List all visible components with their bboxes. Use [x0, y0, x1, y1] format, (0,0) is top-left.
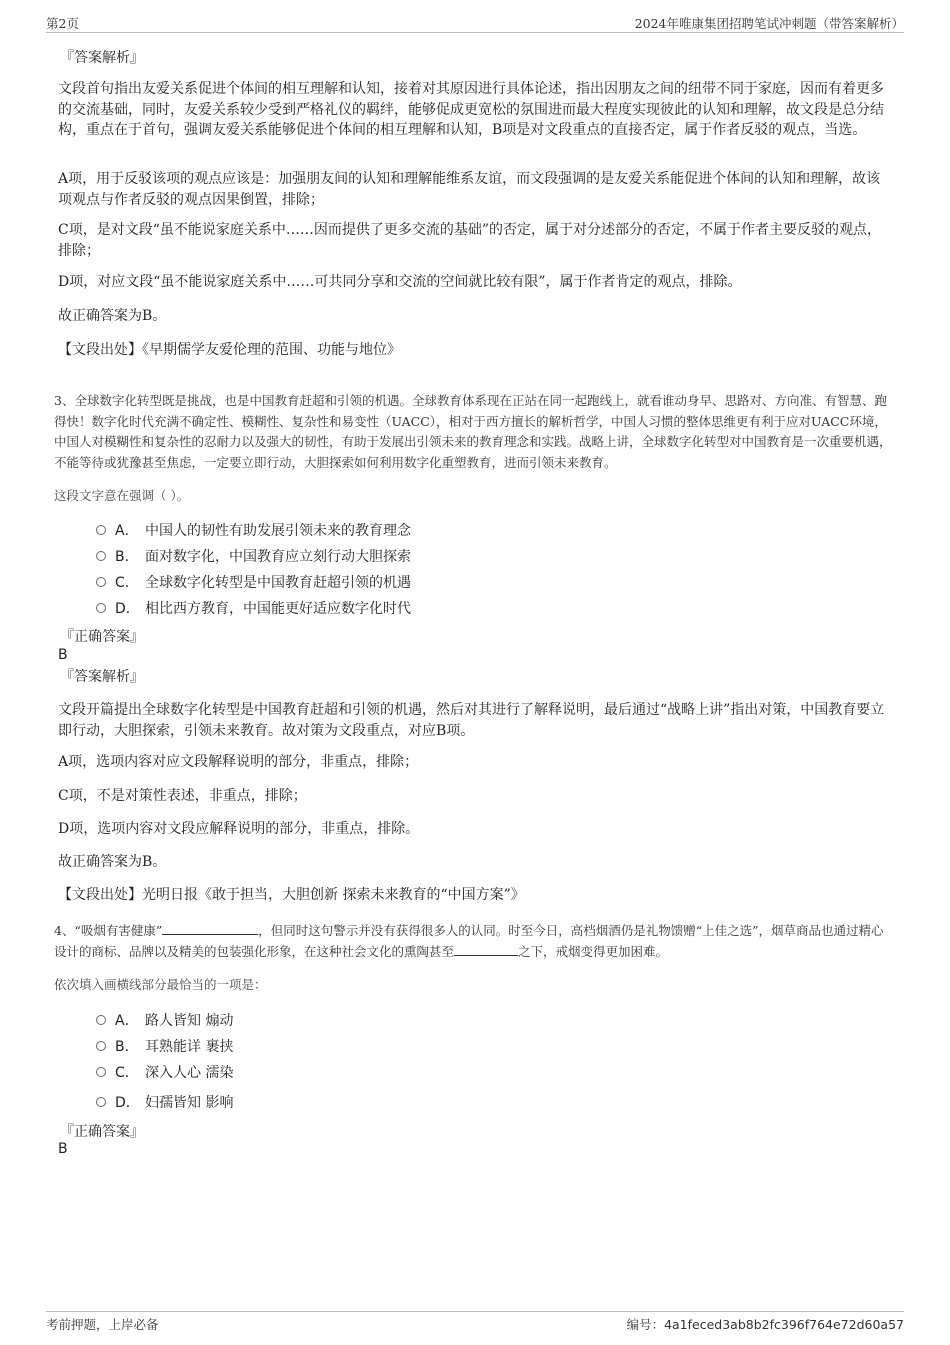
option-letter: D．	[115, 1095, 140, 1111]
option-letter: D．	[115, 601, 140, 617]
q2-conclusion: 故正确答案为B。	[58, 308, 167, 324]
q4-stem-part-3: 之下，戒烟变得更加困难。	[518, 943, 669, 959]
q4-stem-part-1: 4、“吸烟有害健康”	[54, 923, 163, 938]
q3-prompt: 这段文字意在强调（ ）。	[54, 488, 190, 503]
option-text: 耳熟能详 裹挟	[145, 1039, 234, 1055]
q3-analysis-option-a: A项，选项内容对应文段解释说明的部分，非重点，排除；	[58, 754, 419, 770]
radio-button[interactable]	[96, 1041, 106, 1051]
q2-analysis-option-c: C项，是对文段“虽不能说家庭关系中……因而提供了更多交流的基础”的否定，属于对分述部分的否定，不属于作者主要反驳的观点，排除；	[58, 222, 882, 259]
page-number: 第2页	[46, 16, 79, 31]
radio-button[interactable]	[96, 1015, 106, 1025]
option-letter: C．	[115, 1065, 139, 1081]
document-code: 编号：4a1feced3ab8b2fc396f764e72d60a57	[626, 1317, 904, 1332]
q3-stem: 3、全球数字化转型既是挑战，也是中国教育赶超和引领的机遇。全球教育体系现在正站在同一起跑线上，就看谁动身早、思路对、方向准、有智慧、跑得快！数字化时代充满不确定性、模糊性、复杂性和易变性（UACC），相对于西方擅长的解析哲学，中国人习惯的整体思维更有利于应对UACC环境，中国人对模糊性和复杂性的忍耐力以及强大的韧性，有助于发展出引领未来的教育理念和实践。战略上讲，全球数字化转型对中国教育是一次重要机遇，不能等待或犹豫甚至焦虑，一定要立即行动，大胆探索如何利用数字化重塑教育，进而引领未来教育。	[54, 393, 892, 470]
fill-blank-1	[162, 922, 258, 935]
q2-source: 【文段出处】《早期儒学友爱伦理的范围、功能与地位》	[58, 342, 401, 358]
radio-button[interactable]	[96, 551, 106, 561]
option-letter: B．	[115, 1039, 139, 1055]
q3-analysis-option-c: C项，不是对策性表述，非重点，排除；	[58, 788, 307, 804]
q4-option-b[interactable]	[96, 1037, 233, 1057]
radio-button[interactable]	[96, 577, 106, 587]
footer-divider	[46, 1311, 904, 1312]
q4-option-a[interactable]	[96, 1011, 233, 1031]
q2-analysis-option-a: A项，用于反驳该项的观点应该是：加强朋友间的认知和理解能维系友谊，而文段强调的是友爱关系能促进个体间的认知和理解，故该项观点与作者反驳的观点因果倒置，排除；	[58, 171, 881, 208]
q3-correct-label: 『正确答案』	[60, 629, 144, 645]
q3-option-d[interactable]	[96, 599, 411, 619]
fill-blank-2	[454, 943, 518, 956]
q4-stem	[54, 921, 896, 962]
q4-option-c[interactable]	[96, 1063, 233, 1083]
q4-correct-answer: B	[58, 1141, 68, 1157]
header-divider	[46, 32, 904, 33]
q3-option-a[interactable]	[96, 521, 411, 541]
document-title: 2024年唯康集团招聘笔试冲刺题（带答案解析）	[634, 16, 904, 31]
radio-button[interactable]	[96, 603, 106, 613]
q3-conclusion: 故正确答案为B。	[58, 854, 167, 870]
q3-correct-answer: B	[58, 647, 68, 663]
radio-button[interactable]	[96, 1067, 106, 1077]
radio-button[interactable]	[96, 1097, 106, 1107]
page-header	[46, 14, 904, 32]
option-text: 路人皆知 煽动	[145, 1013, 234, 1029]
q3-source: 【文段出处】光明日报《敢于担当，大胆创新 探索未来教育的“中国方案”》	[58, 887, 525, 903]
q3-analysis-paragraph: 文段开篇提出全球数字化转型是中国教育赶超和引领的机遇，然后对其进行了解释说明，最后通过“战略上讲”指出对策，中国教育要立即行动，大胆探索，引领未来教育。故对策为文段重点，对应B项。	[58, 702, 885, 739]
option-letter: C．	[115, 575, 139, 591]
option-text: 深入人心 濡染	[145, 1065, 234, 1081]
option-text: 面对数字化，中国教育应立刻行动大胆探索	[145, 549, 411, 565]
q4-correct-label: 『正确答案』	[60, 1124, 144, 1140]
option-letter: A．	[115, 1013, 139, 1029]
option-letter: A．	[115, 523, 139, 539]
option-text: 相比西方教育，中国能更好适应数字化时代	[145, 601, 411, 617]
q4-stem-part-2: ，但同时这句警示并没有获得很多人的认同。时至今日，高档烟酒仍是礼物馈赠“上佳之选”，烟草商品也通过精心设计的商标、品牌以及精美的包装强化形象，在这种社会文化的熏陶甚至	[54, 923, 884, 959]
footer-slogan: 考前押题，上岸必备	[46, 1317, 159, 1332]
option-text: 全球数字化转型是中国教育赶超引领的机遇	[145, 575, 411, 591]
q2-analysis-label: 『答案解析』	[60, 50, 144, 66]
q2-analysis-option-d: D项，对应文段“虽不能说家庭关系中……可共同分享和交流的空间就比较有限”，属于作者肯定的观点，排除。	[58, 274, 742, 290]
option-letter: B．	[115, 549, 139, 565]
option-text: 妇孺皆知 影响	[145, 1095, 234, 1111]
q2-analysis-paragraph: 文段首句指出友爱关系促进个体间的相互理解和认知，接着对其原因进行具体论述，指出因朋友之间的纽带不同于家庭，因而有着更多的交流基础，同时，友爱关系较少受到严格礼仪的羁绊，能够促成更宽松的氛围进而最大程度实现彼此的认知和理解，故文段是总分结构，重点在于首句，强调友爱关系能够促进个体间的相互理解和认知，B项是对文段重点的直接否定，属于作者反驳的观点，当选。	[58, 81, 884, 138]
q4-prompt: 依次填入画横线部分最恰当的一项是：	[54, 977, 267, 992]
q3-option-c[interactable]	[96, 573, 411, 593]
radio-button[interactable]	[96, 525, 106, 535]
q3-analysis-label: 『答案解析』	[60, 669, 144, 685]
q4-option-d[interactable]	[96, 1093, 233, 1113]
q3-analysis-option-d: D项，选项内容对文段应解释说明的部分，非重点，排除。	[58, 821, 420, 837]
option-text: 中国人的韧性有助发展引领未来的教育理念	[145, 523, 411, 539]
q3-option-b[interactable]	[96, 547, 411, 567]
